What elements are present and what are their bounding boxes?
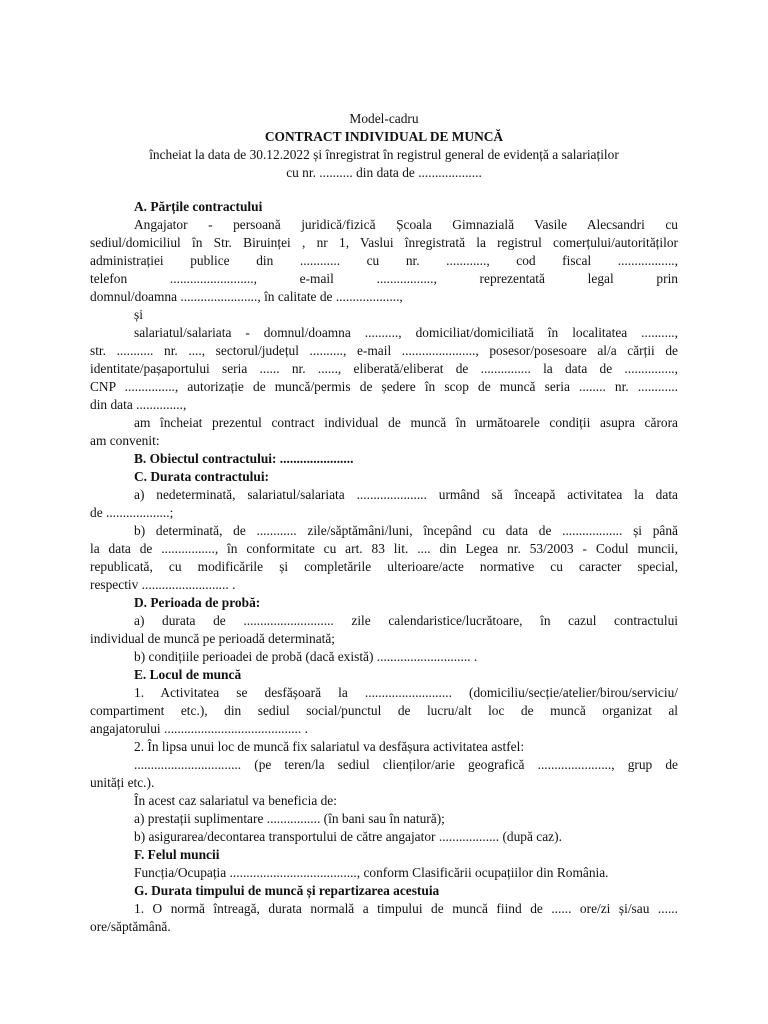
section-d-heading: D. Perioada de probă:: [134, 595, 261, 610]
section-e-line: În acest caz salariatul va beneficia de:: [134, 793, 337, 808]
section-c-line: a) nedeterminată, salariatul/salariata ..................... urmând să înceapă activitatea la data: [134, 487, 678, 502]
section-e-line: a) prestații suplimentare ................ (în bani sau în natură);: [134, 811, 445, 826]
section-a-line: salariatul/salariata - domnul/doamna .........., domiciliat/domiciliată în localitatea ..........,: [134, 325, 678, 340]
section-c-line: de ...................;: [90, 505, 174, 520]
section-a-line: identitate/pașaportului seria ...... nr. ......, eliberată/eliberat de ............... la data de ...............,: [90, 361, 678, 376]
section-c-heading: C. Durata contractului:: [134, 469, 270, 484]
section-a-heading: A. Părțile contractului: [134, 199, 263, 214]
section-e-line: b) asigurarea/decontarea transportului de către angajator .................. (după caz).: [134, 829, 562, 844]
section-e-line: compartiment etc.), din sediul social/punctul de lucru/alt loc de muncă organizat al: [90, 703, 678, 718]
section-a-line: domnul/doamna ......................., în calitate de ...................,: [90, 289, 403, 304]
section-e-line: angajatorului ......................................... .: [90, 721, 308, 736]
section-a-conjunction: și: [134, 307, 143, 322]
section-f-heading: F. Felul muncii: [134, 847, 220, 862]
section-g-heading: G. Durata timpului de muncă și repartizarea acestuia: [134, 883, 440, 898]
section-c-line: la data de ................, în conformitate cu art. 83 lit. .... din Legea nr. 53/2003 - Codul muncii,: [90, 541, 678, 556]
section-a-line: din data ..............,: [90, 397, 187, 412]
section-c-line: b) determinată, de ............ zile/săptămâni/luni, începând cu data de .................. și până: [134, 523, 678, 538]
section-f-line: Funcția/Ocupația ......................................, conform Clasificării ocupațiilor din România.: [134, 865, 609, 880]
section-a-line: telefon ........................., e-mail ................., reprezentată legal prin: [90, 271, 678, 286]
section-b-heading: B. Obiectul contractului: ......................: [134, 451, 354, 466]
section-a-line: Angajator - persoană juridică/fizică Școala Gimnazială Vasile Alecsandri cu: [134, 217, 678, 232]
section-d-line: individual de muncă pe perioadă determinată;: [90, 631, 336, 646]
document-model-label: Model-cadru: [349, 111, 419, 126]
section-c-line: respectiv .......................... .: [90, 577, 236, 592]
section-e-line: ................................ (pe teren/la sediul clienților/arie geografică ......................, grup de: [134, 757, 678, 772]
document-subtitle-line-1: încheiat la data de 30.12.2022 și înregistrat în registrul general de evidență a salariaților: [149, 147, 619, 162]
section-d-line: b) condițiile perioadei de probă (dacă există) ............................ .: [134, 649, 478, 664]
section-a-line: sediul/domiciliul în Str. Biruinței , nr 1, Vaslui înregistrată la registrul comerțului/autorităților: [90, 235, 678, 250]
section-a-line: CNP ..............., autorizație de muncă/permis de ședere în scop de muncă seria ........ nr. ............: [90, 379, 678, 394]
section-g-line: ore/săptămână.: [90, 919, 171, 934]
section-e-line: unități etc.).: [90, 775, 155, 790]
section-e-line: 2. În lipsa unui loc de muncă fix salariatul va desfășura activitatea astfel:: [134, 739, 525, 754]
section-a-line: administrației publice din ............ cu nr. ............, cod fiscal .................,: [90, 253, 678, 268]
section-a-line: str. ........... nr. ...., sectorul/județul .........., e-mail ......................, posesor/posesoare al/a cărții de: [90, 343, 678, 358]
section-c-line: republicată, cu modificările și completările ulterioare/acte normative cu caracter special,: [90, 559, 678, 574]
document-title: CONTRACT INDIVIDUAL DE MUNCĂ: [264, 129, 504, 144]
section-a-line: am încheiat prezentul contract individual de muncă în următoarele condiții asupra cărora: [134, 415, 678, 430]
section-e-heading: E. Locul de muncă: [134, 667, 242, 682]
section-e-line: 1. Activitatea se desfășoară la .......................... (domiciliu/secție/atelier/birou/serviciu/: [134, 685, 678, 700]
section-d-line: a) durata de ........................... zile calendaristice/lucrătoare, în cazul contractului: [134, 613, 678, 628]
section-a-line: am convenit:: [90, 433, 160, 448]
document-subtitle-line-2: cu nr. .......... din data de ...................: [286, 165, 482, 180]
section-g-line: 1. O normă întreagă, durata normală a timpului de muncă fiind de ...... ore/zi și/sau ......: [134, 901, 678, 916]
